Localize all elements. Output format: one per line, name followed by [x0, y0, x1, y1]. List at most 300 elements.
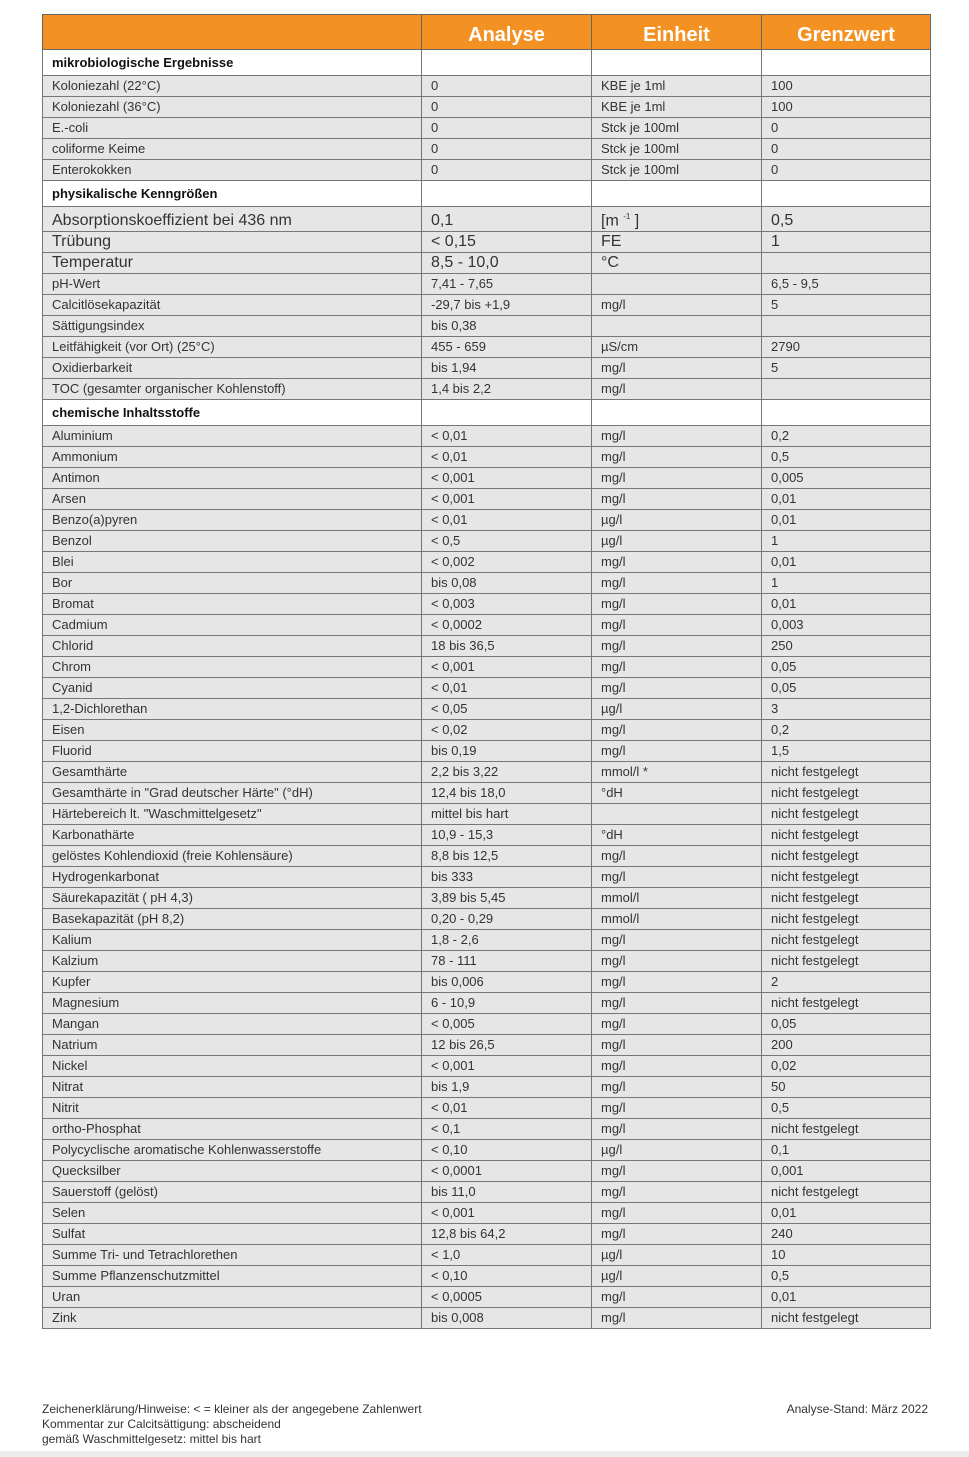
parameter-cell: Summe Pflanzenschutzmittel: [43, 1266, 422, 1287]
einheit-cell: Stck je 100ml: [592, 118, 762, 139]
analyse-cell: bis 1,94: [422, 358, 592, 379]
analyse-cell: < 0,1: [422, 1119, 592, 1140]
einheit-cell: mg/l: [592, 468, 762, 489]
grenzwert-cell: 0,05: [762, 657, 931, 678]
table-row: [43, 358, 931, 379]
einheit-cell: mg/l: [592, 1308, 762, 1329]
grenzwert-cell: nicht festgelegt: [762, 825, 931, 846]
grenzwert-cell: 0,1: [762, 1140, 931, 1161]
table-row: [43, 741, 931, 762]
parameter-cell: Chlorid: [43, 636, 422, 657]
unit-tail: ]: [630, 212, 640, 230]
analyse-cell: bis 333: [422, 867, 592, 888]
einheit-cell: µg/l: [592, 1140, 762, 1161]
analyse-cell: -29,7 bis +1,9: [422, 295, 592, 316]
parameter-cell: Mangan: [43, 1014, 422, 1035]
einheit-cell: mmol/l: [592, 888, 762, 909]
einheit-cell: °dH: [592, 783, 762, 804]
table-row: [43, 825, 931, 846]
grenzwert-cell: nicht festgelegt: [762, 1308, 931, 1329]
parameter-cell: Calcitlösekapazität: [43, 295, 422, 316]
grenzwert-cell: nicht festgelegt: [762, 804, 931, 825]
analyse-cell: < 0,02: [422, 720, 592, 741]
einheit-cell: µg/l: [592, 510, 762, 531]
table-row: [43, 552, 931, 573]
analysis-date: Analyse-Stand: März 2022: [786, 1402, 928, 1416]
einheit-cell: [592, 274, 762, 295]
einheit-cell: µg/l: [592, 1245, 762, 1266]
parameter-cell: Selen: [43, 1203, 422, 1224]
parameter-cell: gelöstes Kohlendioxid (freie Kohlensäure): [43, 846, 422, 867]
grenzwert-cell: 0,005: [762, 468, 931, 489]
grenzwert-cell: 100: [762, 76, 931, 97]
analyse-cell: 0,1: [422, 207, 592, 232]
section-title: physikalische Kenngrößen: [43, 181, 422, 207]
table-row: [43, 1035, 931, 1056]
parameter-cell: Basekapazität (pH 8,2): [43, 909, 422, 930]
table-row: [43, 951, 931, 972]
einheit-cell: mg/l: [592, 1098, 762, 1119]
parameter-cell: Cyanid: [43, 678, 422, 699]
grenzwert-cell: nicht festgelegt: [762, 762, 931, 783]
grenzwert-cell: nicht festgelegt: [762, 1119, 931, 1140]
grenzwert-cell: 240: [762, 1224, 931, 1245]
einheit-cell: [592, 207, 762, 232]
grenzwert-cell: nicht festgelegt: [762, 1182, 931, 1203]
parameter-cell: Karbonathärte: [43, 825, 422, 846]
einheit-cell: mmol/l: [592, 909, 762, 930]
analyse-cell: bis 0,38: [422, 316, 592, 337]
parameter-cell: Quecksilber: [43, 1161, 422, 1182]
table-row: [43, 930, 931, 951]
table-row: [43, 253, 931, 274]
analyse-cell: 78 - 111: [422, 951, 592, 972]
table-row: [43, 426, 931, 447]
table-row: [43, 1014, 931, 1035]
einheit-cell: mg/l: [592, 447, 762, 468]
grenzwert-cell: nicht festgelegt: [762, 846, 931, 867]
analyse-cell: 3,89 bis 5,45: [422, 888, 592, 909]
table-row: [43, 1287, 931, 1308]
parameter-cell: Oxidierbarkeit: [43, 358, 422, 379]
analyse-cell: < 0,01: [422, 678, 592, 699]
parameter-cell: Enterokokken: [43, 160, 422, 181]
einheit-cell: mg/l: [592, 930, 762, 951]
analyse-cell: 2,2 bis 3,22: [422, 762, 592, 783]
table-row: [43, 888, 931, 909]
table-row: [43, 1308, 931, 1329]
analyse-cell: 12 bis 26,5: [422, 1035, 592, 1056]
parameter-cell: Zink: [43, 1308, 422, 1329]
einheit-cell: KBE je 1ml: [592, 97, 762, 118]
grenzwert-cell: 1: [762, 531, 931, 552]
parameter-cell: ortho-Phosphat: [43, 1119, 422, 1140]
parameter-cell: Antimon: [43, 468, 422, 489]
parameter-cell: Kupfer: [43, 972, 422, 993]
einheit-cell: mg/l: [592, 1161, 762, 1182]
analyse-cell: 1,8 - 2,6: [422, 930, 592, 951]
table-row: [43, 379, 931, 400]
analyse-cell: < 0,001: [422, 1056, 592, 1077]
analyse-cell: bis 0,19: [422, 741, 592, 762]
grenzwert-cell: 250: [762, 636, 931, 657]
grenzwert-cell: 0,01: [762, 552, 931, 573]
einheit-cell: mg/l: [592, 489, 762, 510]
parameter-cell: Sättigungsindex: [43, 316, 422, 337]
parameter-cell: Sauerstoff (gelöst): [43, 1182, 422, 1203]
table-row: [43, 1140, 931, 1161]
parameter-cell: Cadmium: [43, 615, 422, 636]
einheit-cell: mg/l: [592, 636, 762, 657]
analyse-cell: < 0,10: [422, 1266, 592, 1287]
analyse-cell: 1,4 bis 2,2: [422, 379, 592, 400]
einheit-cell: Stck je 100ml: [592, 160, 762, 181]
grenzwert-cell: 6,5 - 9,5: [762, 274, 931, 295]
einheit-cell: mg/l: [592, 573, 762, 594]
grenzwert-cell: nicht festgelegt: [762, 930, 931, 951]
parameter-cell: Trübung: [43, 232, 422, 253]
table-row: [43, 699, 931, 720]
grenzwert-cell: 0,2: [762, 720, 931, 741]
table-row: [43, 1056, 931, 1077]
header-analyse: Analyse: [422, 15, 592, 50]
analyse-cell: 0: [422, 97, 592, 118]
analyse-cell: bis 1,9: [422, 1077, 592, 1098]
table-row: [43, 139, 931, 160]
analyse-cell: < 0,001: [422, 1203, 592, 1224]
analyse-cell: bis 0,08: [422, 573, 592, 594]
grenzwert-cell: 0,01: [762, 1203, 931, 1224]
grenzwert-cell: 0: [762, 118, 931, 139]
table-row: [43, 160, 931, 181]
table-row: [43, 76, 931, 97]
parameter-cell: 1,2-Dichlorethan: [43, 699, 422, 720]
table-row: [43, 274, 931, 295]
grenzwert-cell: 0,01: [762, 594, 931, 615]
analyse-cell: bis 11,0: [422, 1182, 592, 1203]
analyse-cell: < 0,0005: [422, 1287, 592, 1308]
grenzwert-cell: 0,2: [762, 426, 931, 447]
grenzwert-cell: nicht festgelegt: [762, 783, 931, 804]
section-empty-cell: [762, 50, 931, 76]
parameter-cell: Leitfähigkeit (vor Ort) (25°C): [43, 337, 422, 358]
einheit-cell: mg/l: [592, 594, 762, 615]
parameter-cell: Arsen: [43, 489, 422, 510]
analyse-cell: < 0,5: [422, 531, 592, 552]
page-bottom-bar: [0, 1451, 969, 1457]
table-row: [43, 1224, 931, 1245]
einheit-cell: mg/l: [592, 1056, 762, 1077]
grenzwert-cell: 0,001: [762, 1161, 931, 1182]
header-parameter: [43, 15, 422, 50]
header-einheit: Einheit: [592, 15, 762, 50]
header-grenzwert: Grenzwert: [762, 15, 931, 50]
section-empty-cell: [422, 400, 592, 426]
einheit-cell: µS/cm: [592, 337, 762, 358]
analyse-cell: < 0,001: [422, 657, 592, 678]
analyse-cell: bis 0,008: [422, 1308, 592, 1329]
table-body: [43, 50, 931, 1329]
parameter-cell: Kalium: [43, 930, 422, 951]
table-row: [43, 1245, 931, 1266]
parameter-cell: E.-coli: [43, 118, 422, 139]
parameter-cell: Härtebereich lt. "Waschmittelgesetz": [43, 804, 422, 825]
parameter-cell: Ammonium: [43, 447, 422, 468]
section-empty-cell: [422, 50, 592, 76]
unit-text: [m: [601, 212, 619, 230]
section-empty-cell: [592, 400, 762, 426]
table-row: [43, 468, 931, 489]
grenzwert-cell: 0: [762, 139, 931, 160]
table-row: [43, 720, 931, 741]
grenzwert-cell: 5: [762, 295, 931, 316]
grenzwert-cell: nicht festgelegt: [762, 888, 931, 909]
parameter-cell: Hydrogenkarbonat: [43, 867, 422, 888]
analyse-cell: 8,8 bis 12,5: [422, 846, 592, 867]
analyse-cell: < 0,003: [422, 594, 592, 615]
section-empty-cell: [592, 181, 762, 207]
parameter-cell: Uran: [43, 1287, 422, 1308]
section-empty-cell: [592, 50, 762, 76]
grenzwert-cell: 0,02: [762, 1056, 931, 1077]
einheit-cell: mg/l: [592, 1035, 762, 1056]
parameter-cell: Gesamthärte in "Grad deutscher Härte" (°dH): [43, 783, 422, 804]
table-row: [43, 594, 931, 615]
table-row: [43, 1161, 931, 1182]
grenzwert-cell: 100: [762, 97, 931, 118]
unit-exponent: -1: [623, 212, 631, 221]
analyse-cell: < 0,0001: [422, 1161, 592, 1182]
water-analysis-table: [42, 14, 931, 1329]
analyse-cell: < 0,005: [422, 1014, 592, 1035]
parameter-cell: Koloniezahl (22°C): [43, 76, 422, 97]
einheit-cell: µg/l: [592, 531, 762, 552]
einheit-cell: mg/l: [592, 426, 762, 447]
einheit-cell: mg/l: [592, 1224, 762, 1245]
section-empty-cell: [762, 400, 931, 426]
table-row: [43, 573, 931, 594]
einheit-cell: °dH: [592, 825, 762, 846]
table-row: [43, 1077, 931, 1098]
table-row: [43, 657, 931, 678]
einheit-cell: mg/l: [592, 720, 762, 741]
section-empty-cell: [762, 181, 931, 207]
einheit-cell: mg/l: [592, 846, 762, 867]
parameter-cell: Natrium: [43, 1035, 422, 1056]
einheit-cell: mg/l: [592, 1077, 762, 1098]
parameter-cell: coliforme Keime: [43, 139, 422, 160]
einheit-cell: mmol/l *: [592, 762, 762, 783]
analyse-cell: 12,4 bis 18,0: [422, 783, 592, 804]
parameter-cell: pH-Wert: [43, 274, 422, 295]
table-row: [43, 316, 931, 337]
parameter-cell: Magnesium: [43, 993, 422, 1014]
grenzwert-cell: 0,5: [762, 1266, 931, 1287]
section-title: chemische Inhaltsstoffe: [43, 400, 422, 426]
parameter-cell: Sulfat: [43, 1224, 422, 1245]
grenzwert-cell: 0,05: [762, 678, 931, 699]
einheit-cell: mg/l: [592, 678, 762, 699]
grenzwert-cell: 1: [762, 573, 931, 594]
analyse-cell: < 0,01: [422, 447, 592, 468]
table-row: [43, 1203, 931, 1224]
parameter-cell: Chrom: [43, 657, 422, 678]
grenzwert-cell: 0: [762, 160, 931, 181]
grenzwert-cell: 0,5: [762, 447, 931, 468]
analyse-cell: 18 bis 36,5: [422, 636, 592, 657]
parameter-cell: Nickel: [43, 1056, 422, 1077]
table-row: [43, 531, 931, 552]
parameter-cell: TOC (gesamter organischer Kohlenstoff): [43, 379, 422, 400]
footer-calcite-comment: Kommentar zur Calcitsättigung: abscheidend: [42, 1417, 281, 1431]
grenzwert-cell: 0,01: [762, 510, 931, 531]
table-row: [43, 783, 931, 804]
parameter-cell: Fluorid: [43, 741, 422, 762]
einheit-cell: Stck je 100ml: [592, 139, 762, 160]
einheit-cell: mg/l: [592, 358, 762, 379]
analyse-cell: < 0,0002: [422, 615, 592, 636]
einheit-cell: FE: [592, 232, 762, 253]
table-row: [43, 295, 931, 316]
parameter-cell: Bor: [43, 573, 422, 594]
parameter-cell: Säurekapazität ( pH 4,3): [43, 888, 422, 909]
table-row: [43, 1182, 931, 1203]
analyse-cell: < 0,001: [422, 489, 592, 510]
grenzwert-cell: 0,01: [762, 489, 931, 510]
einheit-cell: mg/l: [592, 295, 762, 316]
grenzwert-cell: [762, 253, 931, 274]
analyse-cell: 10,9 - 15,3: [422, 825, 592, 846]
einheit-cell: mg/l: [592, 1119, 762, 1140]
grenzwert-cell: 2: [762, 972, 931, 993]
analyse-cell: < 0,01: [422, 510, 592, 531]
parameter-cell: Nitrit: [43, 1098, 422, 1119]
footer-notes: [42, 1402, 930, 1447]
table-row: [43, 232, 931, 253]
analyse-cell: mittel bis hart: [422, 804, 592, 825]
parameter-cell: Gesamthärte: [43, 762, 422, 783]
analyse-cell: < 0,01: [422, 1098, 592, 1119]
section-row: [43, 181, 931, 207]
table-row: [43, 207, 931, 232]
analyse-cell: < 0,15: [422, 232, 592, 253]
grenzwert-cell: 1,5: [762, 741, 931, 762]
parameter-cell: Benzol: [43, 531, 422, 552]
table-row: [43, 97, 931, 118]
grenzwert-cell: 0,5: [762, 1098, 931, 1119]
table-row: [43, 337, 931, 358]
grenzwert-cell: nicht festgelegt: [762, 909, 931, 930]
einheit-cell: mg/l: [592, 972, 762, 993]
analyse-cell: 0: [422, 118, 592, 139]
analyse-cell: 7,41 - 7,65: [422, 274, 592, 295]
parameter-cell: Benzo(a)pyren: [43, 510, 422, 531]
einheit-cell: KBE je 1ml: [592, 76, 762, 97]
grenzwert-cell: 200: [762, 1035, 931, 1056]
analyse-cell: < 0,002: [422, 552, 592, 573]
table-row: [43, 1266, 931, 1287]
section-row: [43, 50, 931, 76]
parameter-cell: Bromat: [43, 594, 422, 615]
table-row: [43, 636, 931, 657]
parameter-cell: Absorptionskoeffizient bei 436 nm: [43, 207, 422, 232]
water-analysis-sheet: [42, 14, 930, 1329]
einheit-cell: mg/l: [592, 379, 762, 400]
grenzwert-cell: nicht festgelegt: [762, 867, 931, 888]
grenzwert-cell: 0,01: [762, 1287, 931, 1308]
einheit-cell: mg/l: [592, 993, 762, 1014]
parameter-cell: Aluminium: [43, 426, 422, 447]
section-row: [43, 400, 931, 426]
table-row: [43, 972, 931, 993]
grenzwert-cell: 10: [762, 1245, 931, 1266]
grenzwert-cell: 1: [762, 232, 931, 253]
einheit-cell: [592, 804, 762, 825]
table-row: [43, 762, 931, 783]
parameter-cell: Temperatur: [43, 253, 422, 274]
einheit-cell: µg/l: [592, 699, 762, 720]
grenzwert-cell: 50: [762, 1077, 931, 1098]
parameter-cell: Summe Tri- und Tetrachlorethen: [43, 1245, 422, 1266]
section-empty-cell: [422, 181, 592, 207]
einheit-cell: °C: [592, 253, 762, 274]
einheit-cell: mg/l: [592, 867, 762, 888]
einheit-cell: mg/l: [592, 615, 762, 636]
grenzwert-cell: nicht festgelegt: [762, 951, 931, 972]
grenzwert-cell: nicht festgelegt: [762, 993, 931, 1014]
table-row: [43, 118, 931, 139]
parameter-cell: Blei: [43, 552, 422, 573]
table-row: [43, 489, 931, 510]
parameter-cell: Koloniezahl (36°C): [43, 97, 422, 118]
table-row: [43, 909, 931, 930]
grenzwert-cell: [762, 316, 931, 337]
einheit-cell: mg/l: [592, 1203, 762, 1224]
table-row: [43, 1119, 931, 1140]
table-row: [43, 993, 931, 1014]
analyse-cell: < 0,05: [422, 699, 592, 720]
analyse-cell: 0: [422, 76, 592, 97]
einheit-cell: [592, 316, 762, 337]
grenzwert-cell: 0,05: [762, 1014, 931, 1035]
table-row: [43, 510, 931, 531]
analyse-cell: 455 - 659: [422, 337, 592, 358]
table-row: [43, 447, 931, 468]
analyse-cell: 0,20 - 0,29: [422, 909, 592, 930]
einheit-cell: mg/l: [592, 552, 762, 573]
analyse-cell: 0: [422, 139, 592, 160]
grenzwert-cell: 0,003: [762, 615, 931, 636]
parameter-cell: Eisen: [43, 720, 422, 741]
table-row: [43, 1098, 931, 1119]
footer-detergent-law: gemäß Waschmittelgesetz: mittel bis hart: [42, 1432, 261, 1446]
parameter-cell: Kalzium: [43, 951, 422, 972]
einheit-cell: mg/l: [592, 951, 762, 972]
table-row: [43, 678, 931, 699]
einheit-cell: mg/l: [592, 1014, 762, 1035]
analyse-cell: < 0,01: [422, 426, 592, 447]
einheit-cell: µg/l: [592, 1266, 762, 1287]
grenzwert-cell: 3: [762, 699, 931, 720]
grenzwert-cell: 2790: [762, 337, 931, 358]
einheit-cell: mg/l: [592, 741, 762, 762]
analyse-cell: 8,5 - 10,0: [422, 253, 592, 274]
table-row: [43, 867, 931, 888]
table-row: [43, 615, 931, 636]
analyse-cell: 6 - 10,9: [422, 993, 592, 1014]
grenzwert-cell: [762, 379, 931, 400]
einheit-cell: mg/l: [592, 1287, 762, 1308]
